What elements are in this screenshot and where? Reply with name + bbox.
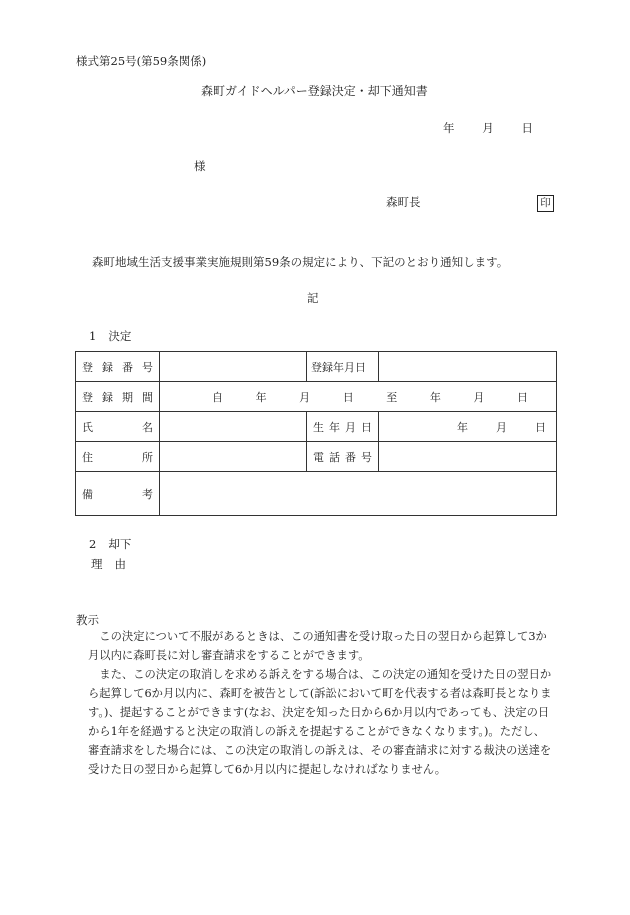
period-from-day: 日 [342, 390, 354, 404]
name-value [160, 412, 307, 442]
section-decision-heading [89, 331, 131, 343]
instruction-paragraph-1: この決定について不服があるときは、この通知書を受け取った日の翌日から起算して3か月以内に森町長に対し審査請求をすることができます。 [88, 630, 547, 662]
birth-month-label: 月 [496, 420, 507, 434]
period-to-year: 年 [429, 390, 441, 404]
date-day-label: 日 [521, 121, 533, 135]
section-rejection-heading [89, 539, 131, 551]
address-label: 住所 [76, 442, 160, 472]
reason-label [91, 559, 126, 571]
period-to: 至 [386, 390, 398, 404]
period-from-month: 月 [299, 390, 311, 404]
instruction-paragraph-2: また、この決定の取消しを求める訴えをする場合は、この決定の通知を受けた日の翌日から起算して6か月以内に、森町を被告として(訴訟において町を代表する者は森町長となります。)、提起することができます(なお、決定を知った日から6か月以内であっても、決定の日から1年を経過すると決定の取消しの訴えを提起することができなくなります。)。ただし、審査請求をした場合には、この決定の取消しの訴えは、その審査請求に対する裁決の送達を受けた日の翌日から起算して6か月以内に提起しなければなりません。 [88, 668, 552, 776]
birth-date-value [379, 412, 557, 442]
registration-table [75, 351, 557, 516]
reason-char-2: 由 [114, 557, 126, 571]
birth-day-label: 日 [535, 420, 546, 434]
phone-label: 電話番号 [307, 442, 379, 472]
table-row [76, 472, 557, 516]
registration-number-value [160, 352, 307, 382]
section-number: 2 [89, 537, 97, 551]
section-number: 1 [89, 329, 97, 343]
instruction-title: 教示 [76, 613, 99, 627]
date-month-label: 月 [482, 121, 494, 135]
registration-date-label: 登録年月日 [307, 352, 379, 382]
remarks-label: 備考 [76, 472, 160, 516]
phone-value [379, 442, 557, 472]
period-from: 自 [212, 390, 223, 404]
table-row [76, 412, 557, 442]
form-number: 様式第25号(第59条関係) [76, 54, 207, 68]
addressee-suffix: 様 [194, 159, 206, 173]
registration-period-label: 登録期間 [76, 382, 160, 412]
date-line [443, 123, 533, 135]
period-from-year: 年 [255, 390, 267, 404]
table-row [76, 382, 557, 412]
document-title: 森町ガイドヘルパー登録決定・却下通知書 [201, 84, 428, 98]
registration-date-value [379, 352, 557, 382]
table-row [76, 352, 557, 382]
section-label: 却下 [108, 537, 132, 551]
address-value [160, 442, 307, 472]
registration-period-value [160, 382, 557, 412]
notice-body: 森町地域生活支援事業実施規則第59条の規定により、下記のとおり通知します。 [92, 255, 509, 269]
ki-heading: 記 [307, 291, 319, 305]
reason-char-1: 理 [91, 557, 103, 571]
birth-year-label: 年 [457, 420, 468, 434]
birth-date-label: 生年月日 [307, 412, 379, 442]
table-row [76, 442, 557, 472]
remarks-value [160, 472, 557, 516]
date-year-label: 年 [443, 121, 455, 135]
registration-number-label: 登録番号 [76, 352, 160, 382]
period-to-month: 月 [473, 390, 485, 404]
instruction-text [88, 627, 552, 779]
issuer-name: 森町長 [386, 195, 421, 209]
period-to-day: 日 [516, 390, 528, 404]
section-label: 決定 [108, 329, 132, 343]
name-label: 氏名 [76, 412, 160, 442]
seal-mark: 印 [537, 195, 554, 212]
